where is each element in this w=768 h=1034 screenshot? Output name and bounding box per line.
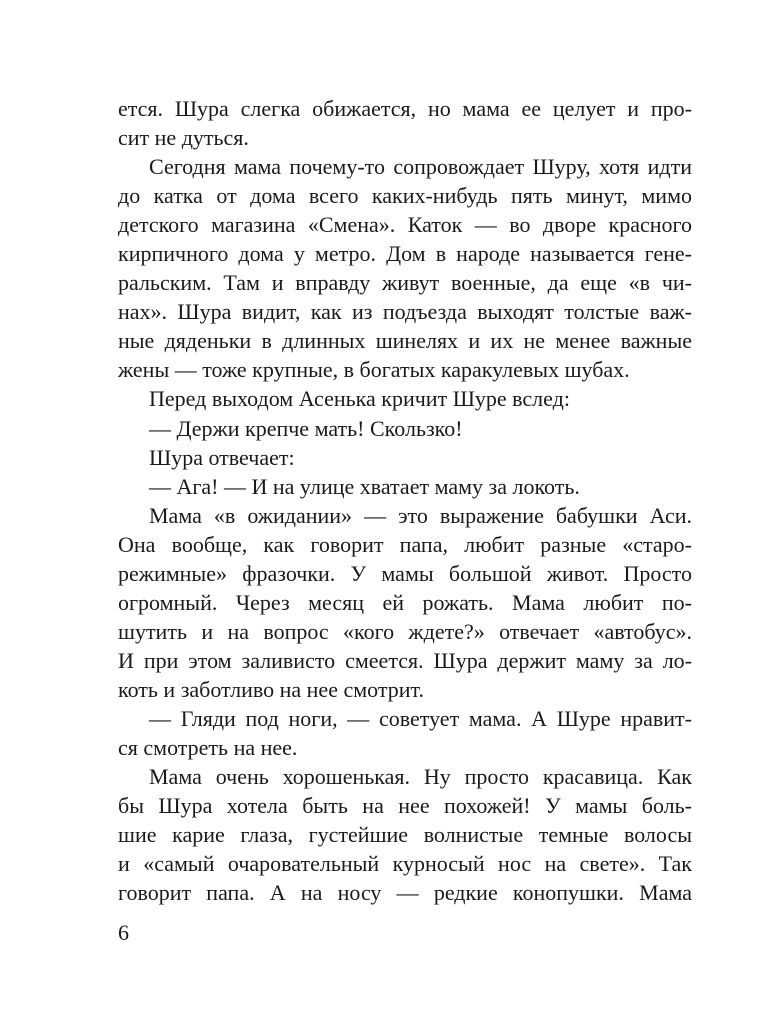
text-line: бы Шура хотела быть на нее похожей! У мамы боль- [118,793,692,819]
text-line: Сегодня мама почему-то сопровождает Шуру, хотя идти [149,154,692,180]
text-line: Перед выходом Асенька кричит Шуре вслед: [149,386,570,412]
text-line: — Ага! — И на улице хватает маму за локоть. [149,473,580,499]
text-line: коть и заботливо на нее смотрит. [118,676,424,702]
text-line: огромный. Через месяц ей рожать. Мама любит по- [118,589,692,615]
text-line: ется. Шура слегка обижается, но мама ее целует и про- [118,96,692,121]
text-line: — Держи крепче мать! Скользко! [149,415,463,441]
text-line: шутить и на вопрос «кого ждете?» отвечает «автобус». [118,618,692,644]
text-line: Мама «в ожидании» — это выражение бабушки Аси. [149,502,692,528]
body-text [118,94,692,907]
text-line: детского магазина «Смена». Каток — во дворе красного [118,212,692,238]
text-line: до катка от дома всего каких-нибудь пять минут, мимо [118,183,692,209]
text-line: и «самый очаровательный курносый нос на свете». Так [118,851,692,877]
page-number: 6 [118,920,129,945]
text-line: ральским. Там и вправду живут военные, да еще «в чи- [118,270,692,296]
text-line: — Гляди под ноги, — советует мама. А Шуре нравит- [149,705,692,731]
text-line: ся смотреть на нее. [118,735,298,761]
text-line: шие карие глаза, густейшие волнистые темные волосы [118,822,692,848]
text-line: говорит папа. А на носу — редкие конопушки. Мама [118,880,692,906]
text-line: ные дяденьки в длинных шинелях и их не менее важные [118,328,692,354]
text-line: Шура отвечает: [149,444,295,470]
text-line: И при этом заливисто смеется. Шура держит маму за ло- [118,647,692,673]
text-line: кирпичного дома у метро. Дом в народе называется гене- [118,241,692,267]
text-line: Мама очень хорошенькая. Ну просто красавица. Как [149,764,692,790]
text-line: жены — тоже крупные, в богатых каракулевых шубах. [118,357,630,383]
text-line: Она вообще, как говорит папа, любит разные «старо- [118,531,692,557]
text-line: сит не дуться. [118,125,249,151]
text-line: режимные» фразочки. У мамы большой живот. Просто [118,560,692,586]
text-line: нах». Шура видит, как из подъезда выходят толстые важ- [118,299,692,325]
